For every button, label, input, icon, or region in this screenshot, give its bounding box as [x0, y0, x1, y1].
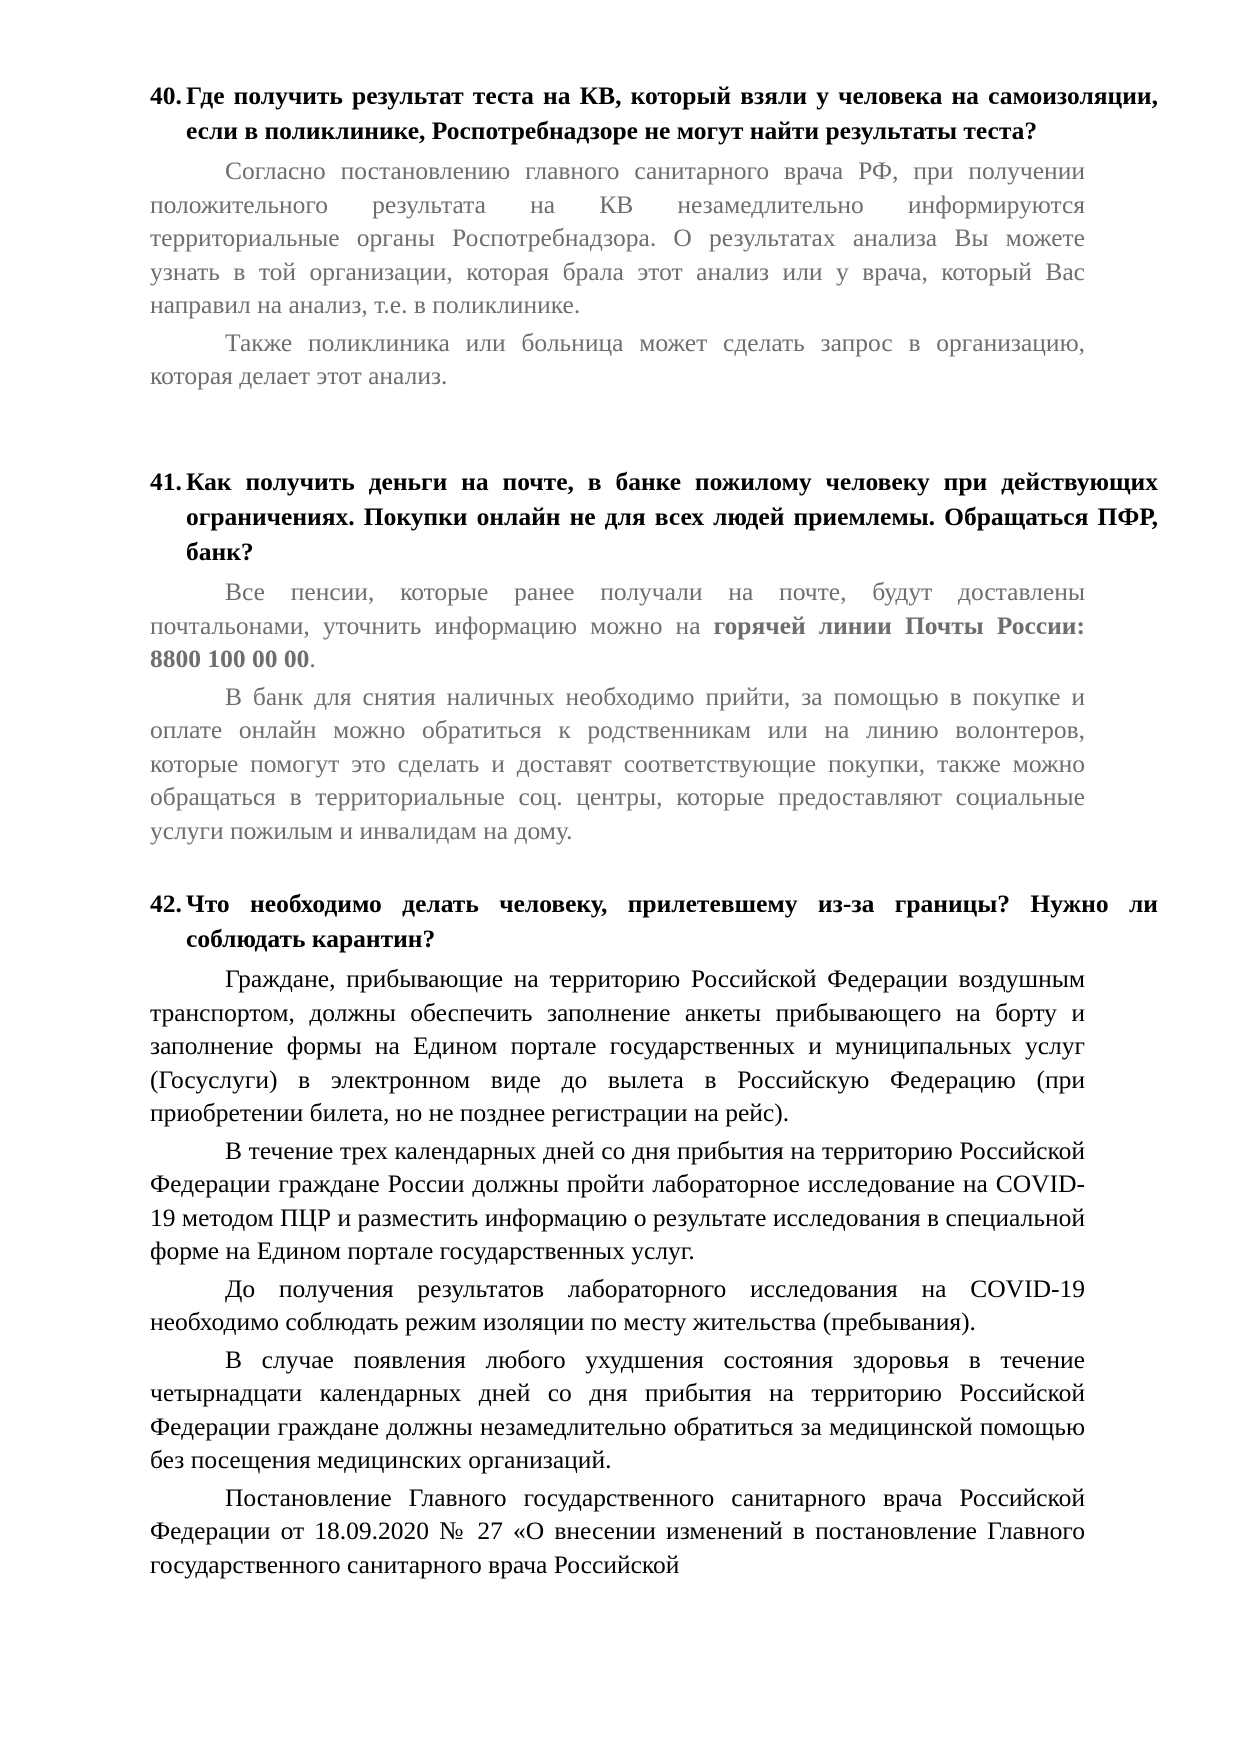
answer-paragraph	[150, 575, 1085, 676]
hotline-phone: горячей линии Почты России: 8800 100 00 00	[150, 610, 1085, 673]
answer-paragraph: Также поликлиника или больница может сделать запрос в организацию, которая делает этот анализ.	[150, 327, 1085, 390]
question-text: Что необходимо делать человеку, прилетевшему из-за границы? Нужно ли соблюдать карантин?	[186, 889, 1158, 953]
question-heading	[150, 78, 1158, 148]
faq-item-42	[150, 886, 1158, 1585]
answer-block	[150, 575, 1085, 847]
answer-block	[150, 962, 1085, 1581]
answer-paragraph: Постановление Главного государственного санитарного врача Российской Федерации от 18.09.2020 № 27 «О внесении изменений в постановление Главного государственного санитарного врача Российской	[150, 1482, 1085, 1579]
question-heading	[150, 464, 1158, 569]
question-text: Как получить деньги на почте, в банке пожилому человеку при действующих ограничениях. Покупки онлайн не для всех людей приемлемы. Обращаться ПФР, банк?	[186, 467, 1158, 566]
answer-text: .	[309, 644, 316, 673]
answer-paragraph: До получения результатов лабораторного исследования на COVID-19 необходимо соблюдать режим изоляции по месту жительства (пребывания).	[150, 1273, 1085, 1336]
question-number: 41.	[150, 467, 182, 496]
faq-item-41	[150, 464, 1158, 851]
answer-paragraph: Согласно постановлению главного санитарного врача РФ, при получении положительного результата на КВ незамедлительно информируются территориальные органы Роспотребнадзора. О результатах анализа Вы можете узнать в той организации, которая брала этот анализ или у врача, который Вас направил на анализ, т.е. в поликлинике.	[150, 156, 1085, 319]
answer-block	[150, 154, 1085, 393]
question-heading	[150, 886, 1158, 956]
question-number: 42.	[150, 889, 182, 918]
answer-paragraph: В случае появления любого ухудшения состояния здоровья в течение четырнадцати календарных дней со дня прибытия на территорию Российской Федерации граждане должны незамедлительно обратиться за медицинской помощью без посещения медицинских организаций.	[150, 1344, 1085, 1474]
question-text: Где получить результат теста на КВ, который взяли у человека на самоизоляции, если в поликлинике, Роспотребнадзоре не могут найти результаты теста?	[186, 81, 1158, 145]
faq-item-40	[150, 78, 1158, 397]
answer-paragraph: В банк для снятия наличных необходимо прийти, за помощью в покупке и оплате онлайн можно обратиться к родственникам или на линию волонтеров, которые помогут это сделать и доставят соответствующие покупки, также можно обращаться в территориальные соц. центры, которые предоставляют социальные услуги пожилым и инвалидам на дому.	[150, 681, 1085, 845]
question-number: 40.	[150, 81, 182, 110]
answer-text: Все пенсии, которые ранее получали на почте, будут доставлены почтальонами, уточнить информацию можно на	[150, 577, 1085, 640]
answer-paragraph: Граждане, прибывающие на территорию Российской Федерации воздушным транспортом, должны обеспечить заполнение анкеты прибывающего на борту и заполнение формы на Едином портале государственных и муниципальных услуг (Госуслуги) в электронном виде до вылета в Российскую Федерацию (при приобретении билета, но не позднее регистрации на рейс).	[150, 964, 1085, 1127]
answer-paragraph: В течение трех календарных дней со дня прибытия на территорию Российской Федерации граждане России должны пройти лабораторное исследование на COVID-19 методом ПЦР и разместить информацию о результате исследования в специальной форме на Едином портале государственных услуг.	[150, 1135, 1085, 1265]
